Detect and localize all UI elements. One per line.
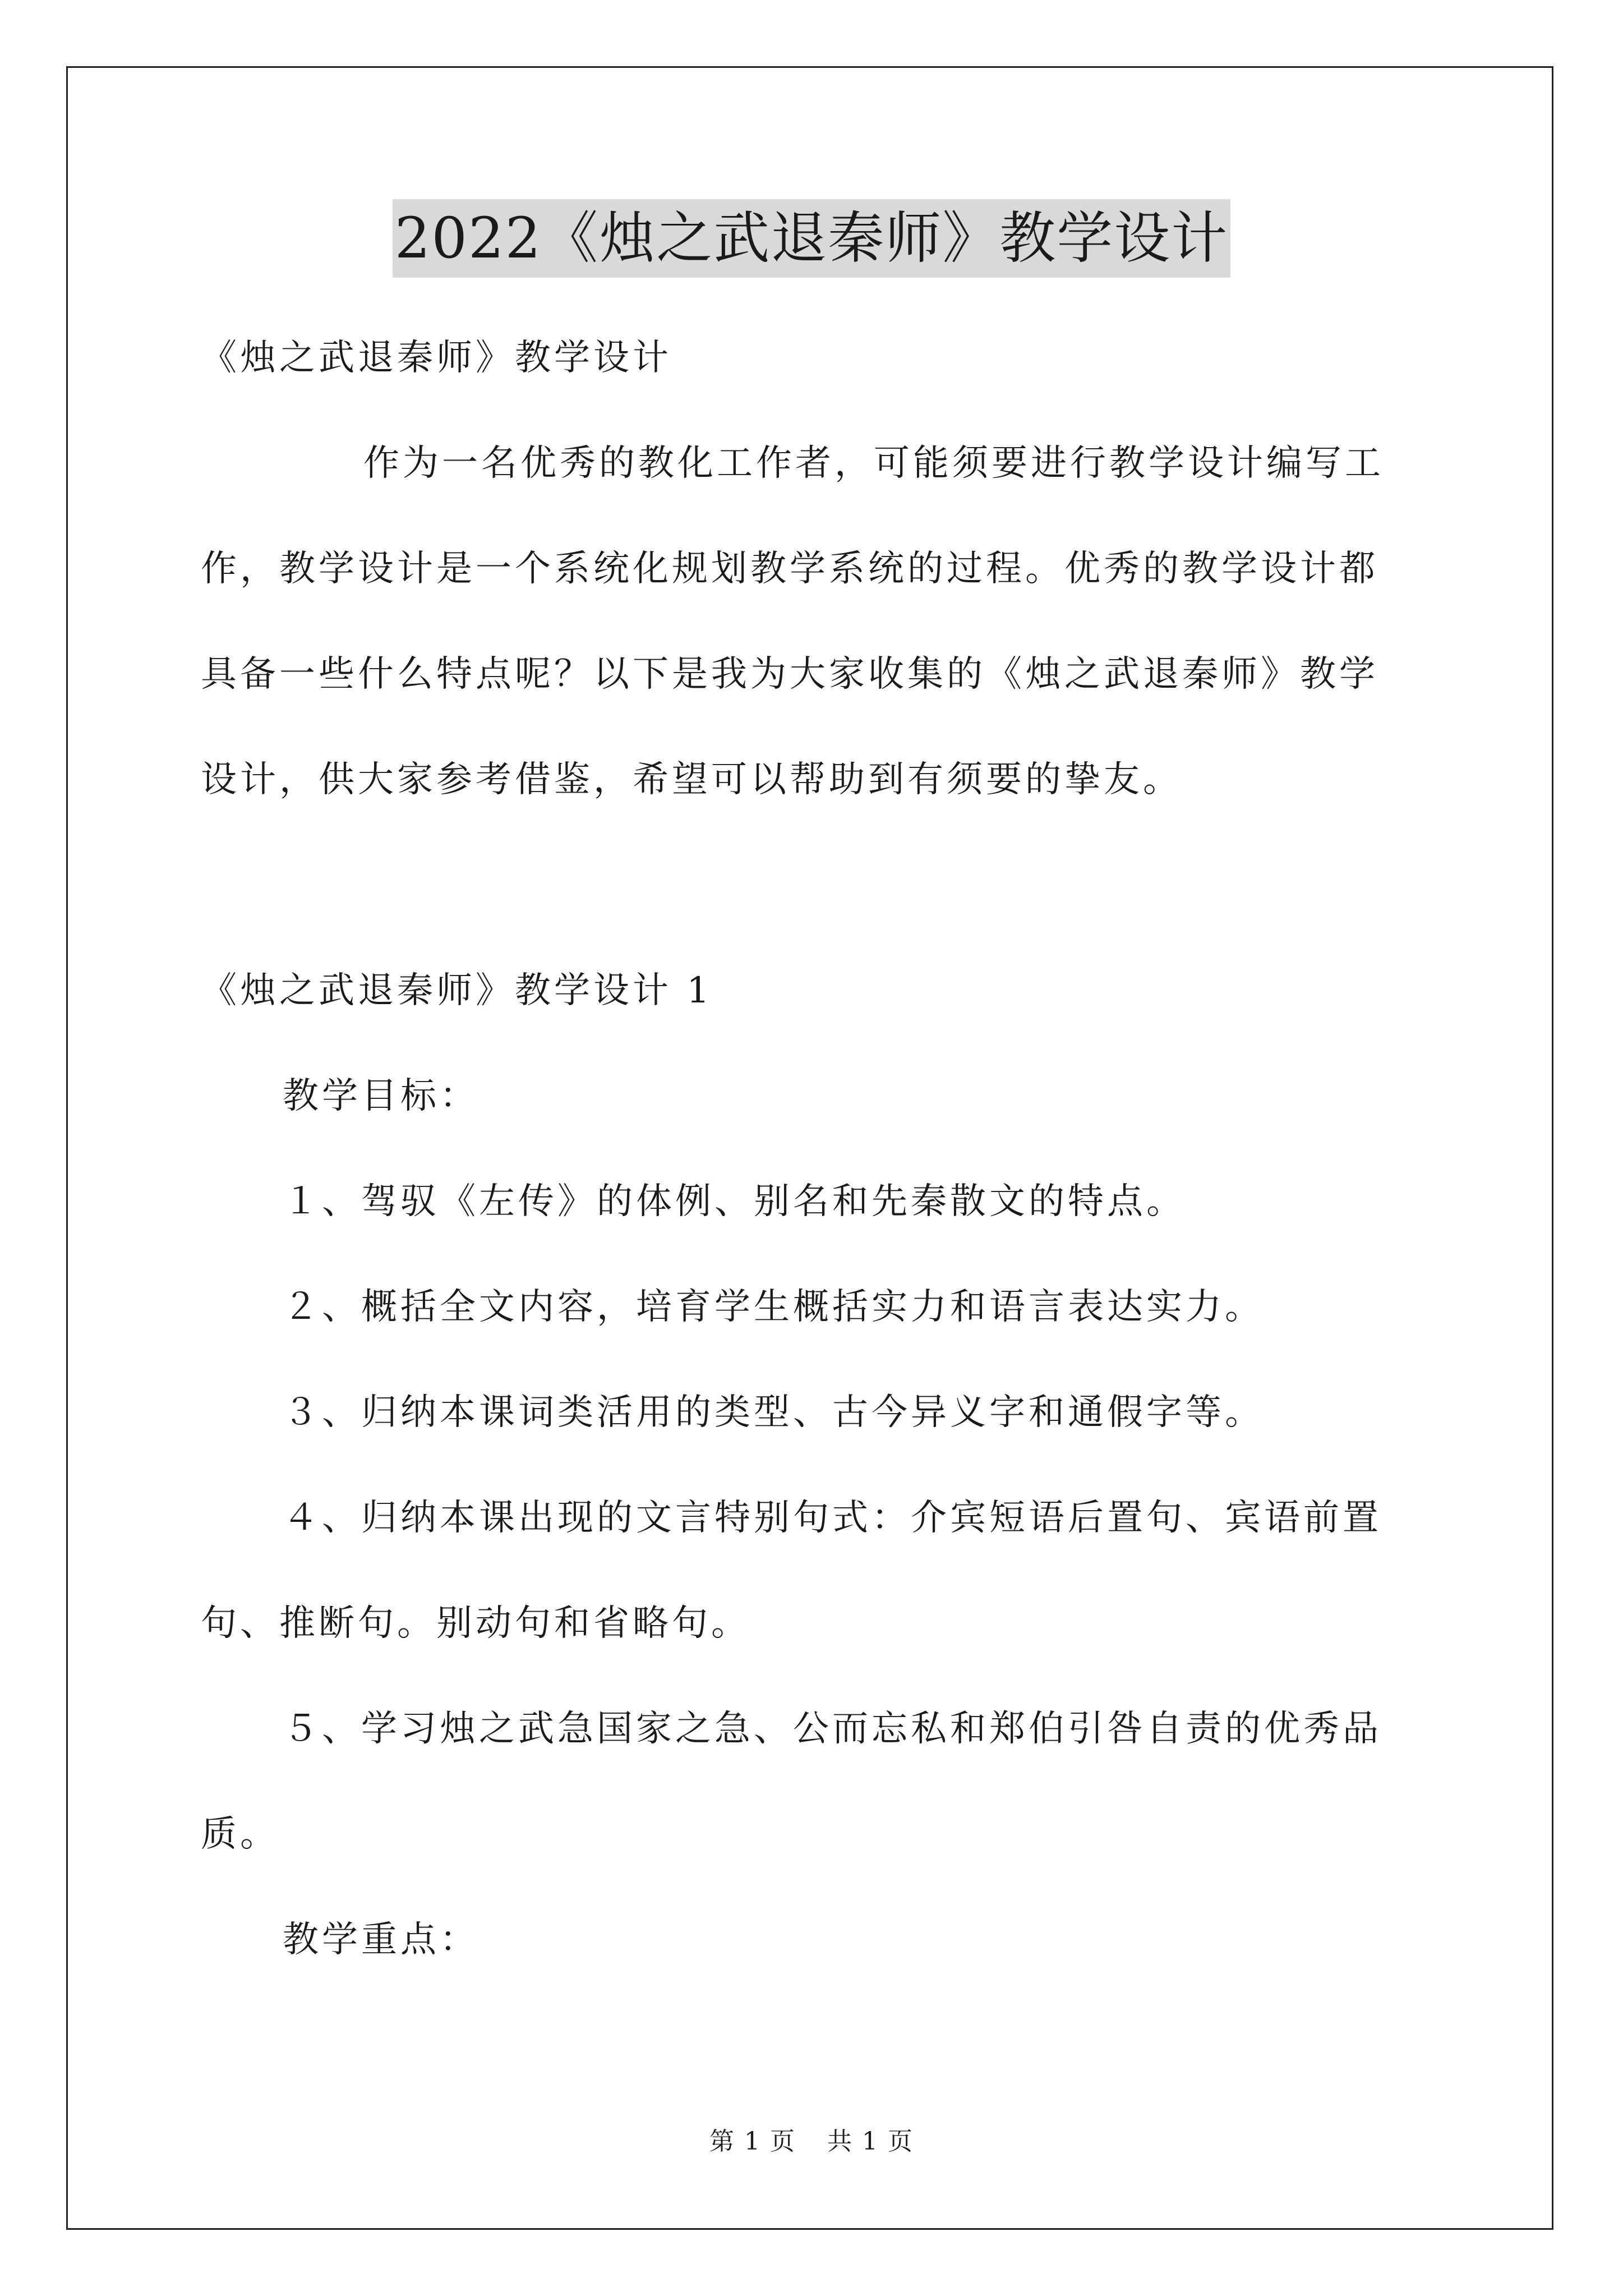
intro-line: 具备一些什么特点呢？以下是我为大家收集的《烛之武退秦师》教学	[201, 654, 1378, 695]
key-points-label: 教学重点：	[283, 1919, 479, 1961]
section-heading: 《烛之武退秦师》教学设计 1	[201, 970, 713, 1011]
title-container	[0, 199, 1623, 278]
objective-item-continued: 质。	[201, 1814, 279, 1855]
intro-line: 设计，供大家参考借鉴，希望可以帮助到有须要的挚友。	[201, 759, 1182, 800]
document-subtitle: 《烛之武退秦师》教学设计	[201, 337, 672, 379]
page-footer	[0, 2125, 1623, 2159]
objective-item: ２、概括全文内容，培育学生概括实力和语言表达实力。	[283, 1286, 1264, 1328]
document-title: 2022《烛之武退秦师》教学设计	[393, 199, 1231, 278]
objective-item: ５、学习烛之武急国家之急、公而忘私和郑伯引咎自责的优秀品	[283, 1708, 1382, 1750]
objective-item: １、驾驭《左传》的体例、别名和先秦散文的特点。	[283, 1181, 1186, 1222]
document-body	[201, 331, 1435, 2018]
objective-item: ３、归纳本课词类活用的类型、古今异义字和通假字等。	[283, 1392, 1264, 1433]
objectives-label: 教学目标：	[283, 1075, 479, 1117]
page-number-total: 共 1 页	[827, 2127, 914, 2156]
objective-item-continued: 句、推断句。别动句和省略句。	[201, 1603, 750, 1644]
intro-line: 作，教学设计是一个系统化规划教学系统的过程。优秀的教学设计都	[201, 548, 1378, 590]
page-number-current: 第 1 页	[709, 2127, 796, 2156]
intro-line: 作为一名优秀的教化工作者，可能须要进行教学设计编写工	[363, 443, 1384, 484]
objective-item: ４、归纳本课出现的文言特别句式：介宾短语后置句、宾语前置	[283, 1497, 1382, 1539]
